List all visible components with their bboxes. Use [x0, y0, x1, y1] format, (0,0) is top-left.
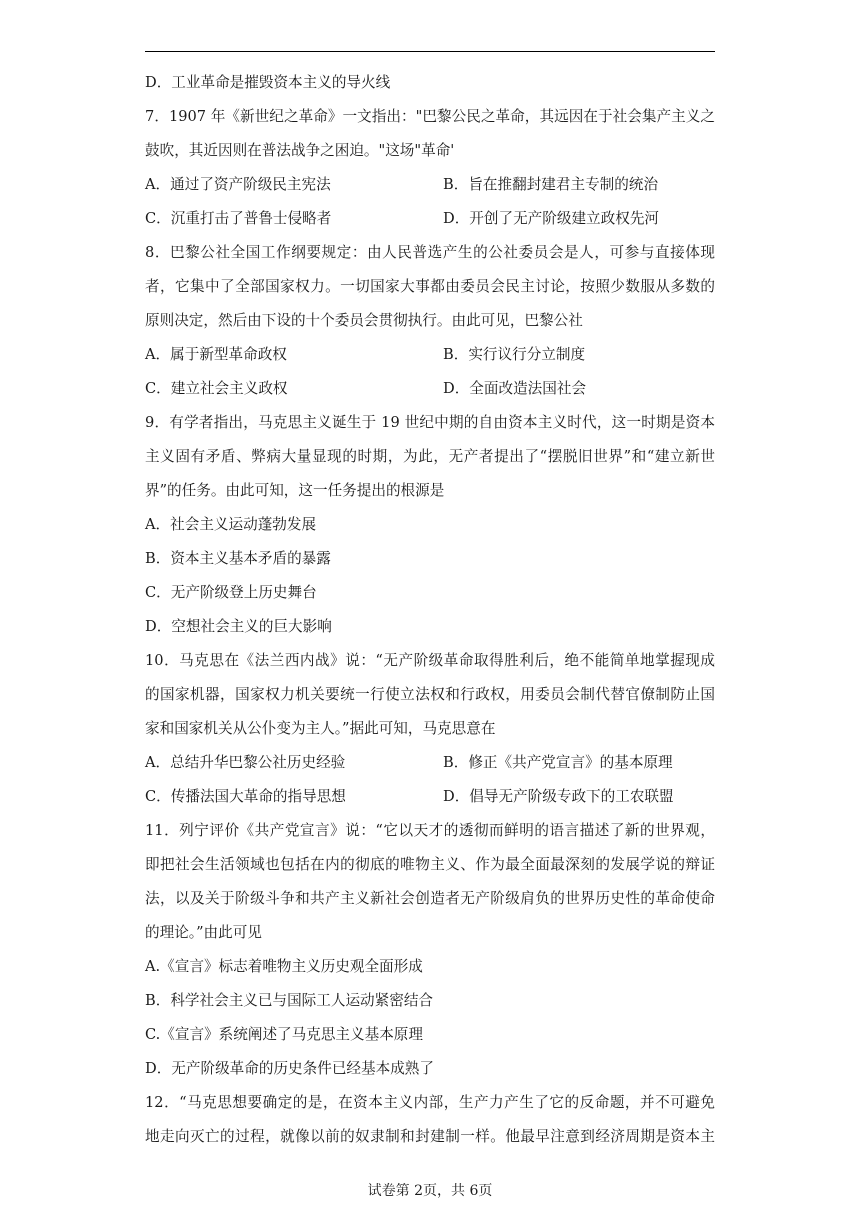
q7-option-b[interactable]: B．旨在推翻封建君主专制的统治: [443, 176, 659, 193]
q11-stem-line-2: 即把社会生活领域也包括在内的彻底的唯物主义、作为最全面最深刻的发展学说的辩证: [145, 856, 715, 873]
q7-option-c[interactable]: C．沉重打击了普鲁士侵略者: [145, 210, 332, 227]
q8-option-b[interactable]: B．实行议行分立制度: [443, 346, 586, 363]
q12-stem-line-2: 地走向灭亡的过程，就像以前的奴隶制和封建制一样。他最早注意到经济周期是资本主: [145, 1128, 715, 1145]
q12-stem-line-1: 12．“马克思想要确定的是，在资本主义内部，生产力产生了它的反命题，并不可避免: [145, 1094, 715, 1111]
q7-stem-line-2: 鼓吹，其近因则在普法战争之困迫。"这场"革命': [145, 142, 455, 159]
q9-stem-line-3: 界”的任务。由此可知，这一任务提出的根源是: [145, 482, 445, 499]
q10-option-a[interactable]: A．总结升华巴黎公社历史经验: [145, 754, 346, 771]
q11-option-c[interactable]: C.《宣言》系统阐述了马克思主义基本原理: [145, 1026, 423, 1043]
q8-option-d[interactable]: D．全面改造法国社会: [443, 380, 587, 397]
q7-option-d[interactable]: D．开创了无产阶级建立政权先河: [443, 210, 660, 227]
q7-stem-line-1: 7．1907 年《新世纪之革命》一文指出："巴黎公民之革命，其远因在于社会集产主义之: [145, 108, 715, 125]
exam-content: [145, 66, 717, 1154]
header-rule: [145, 51, 715, 52]
q9-option-d[interactable]: D．空想社会主义的巨大影响: [145, 618, 332, 635]
q9-stem-line-1: 9．有学者指出，马克思主义诞生于 19 世纪中期的自由资本主义时代，这一时期是资本: [145, 414, 715, 431]
q9-option-c[interactable]: C．无产阶级登上历史舞台: [145, 584, 317, 601]
q11-stem-line-4: 的理论。”由此可见: [145, 924, 262, 941]
q11-option-d[interactable]: D．无产阶级革命的历史条件已经基本成熟了: [145, 1060, 434, 1077]
q7-options-row-2: [145, 202, 717, 236]
q10-options-row-1: [145, 746, 717, 780]
q10-option-b[interactable]: B．修正《共产党宣言》的基本原理: [443, 754, 673, 771]
q6-option-d[interactable]: [145, 66, 717, 100]
q11-stem-line-1: 11．列宁评价《共产党宣言》说：“它以天才的透彻而鲜明的语言描述了新的世界观，: [145, 822, 715, 839]
option-label: D．工业革命是摧毁资本主义的导火线: [145, 74, 391, 91]
q10-stem-line-2: 的国家机器，国家权力机关要统一行使立法权和行政权，用委员会制代替官僚制防止国: [145, 686, 715, 703]
q8-stem-line-2: 者，它集中了全部国家权力。一切国家大事都由委员会民主讨论，按照少数服从多数的: [145, 278, 715, 295]
q8-stem-line-1: 8．巴黎公社全国工作纲要规定：由人民普选产生的公社委员会是人，可参与直接体现: [145, 244, 715, 261]
q8-option-c[interactable]: C．建立社会主义政权: [145, 380, 288, 397]
q10-options-row-2: [145, 780, 717, 814]
q8-stem-line-3: 原则决定，然后由下设的十个委员会贯彻执行。由此可见，巴黎公社: [145, 312, 583, 329]
page-footer: 试卷第 2页，共 6页: [367, 1183, 493, 1199]
q10-option-d[interactable]: D．倡导无产阶级专政下的工农联盟: [443, 788, 674, 805]
q8-option-a[interactable]: A．属于新型革命政权: [145, 346, 287, 363]
q8-options-row-1: [145, 338, 717, 372]
q11-option-b[interactable]: B．科学社会主义已与国际工人运动紧密结合: [145, 992, 434, 1009]
q7-option-a[interactable]: A．通过了资产阶级民主宪法: [145, 176, 331, 193]
q9-option-a[interactable]: A．社会主义运动蓬勃发展: [145, 516, 317, 533]
q10-option-c[interactable]: C．传播法国大革命的指导思想: [145, 788, 346, 805]
q9-option-b[interactable]: B．资本主义基本矛盾的暴露: [145, 550, 331, 567]
q9-stem-line-2: 主义固有矛盾、弊病大量显现的时期，为此，无产者提出了“摆脱旧世界”和“建立新世: [145, 448, 715, 465]
q10-stem-line-3: 家和国家机关从公仆变为主人。”据此可知，马克思意在: [145, 720, 496, 737]
q7-options-row-1: [145, 168, 717, 202]
q8-options-row-2: [145, 372, 717, 406]
q10-stem-line-1: 10．马克思在《法兰西内战》说：“无产阶级革命取得胜利后，绝不能简单地掌握现成: [145, 652, 715, 669]
q11-option-a[interactable]: A.《宣言》标志着唯物主义历史观全面形成: [145, 958, 423, 975]
q11-stem-line-3: 法，以及关于阶级斗争和共产主义新社会创造者无产阶级肩负的世界历史性的革命使命: [145, 890, 715, 907]
